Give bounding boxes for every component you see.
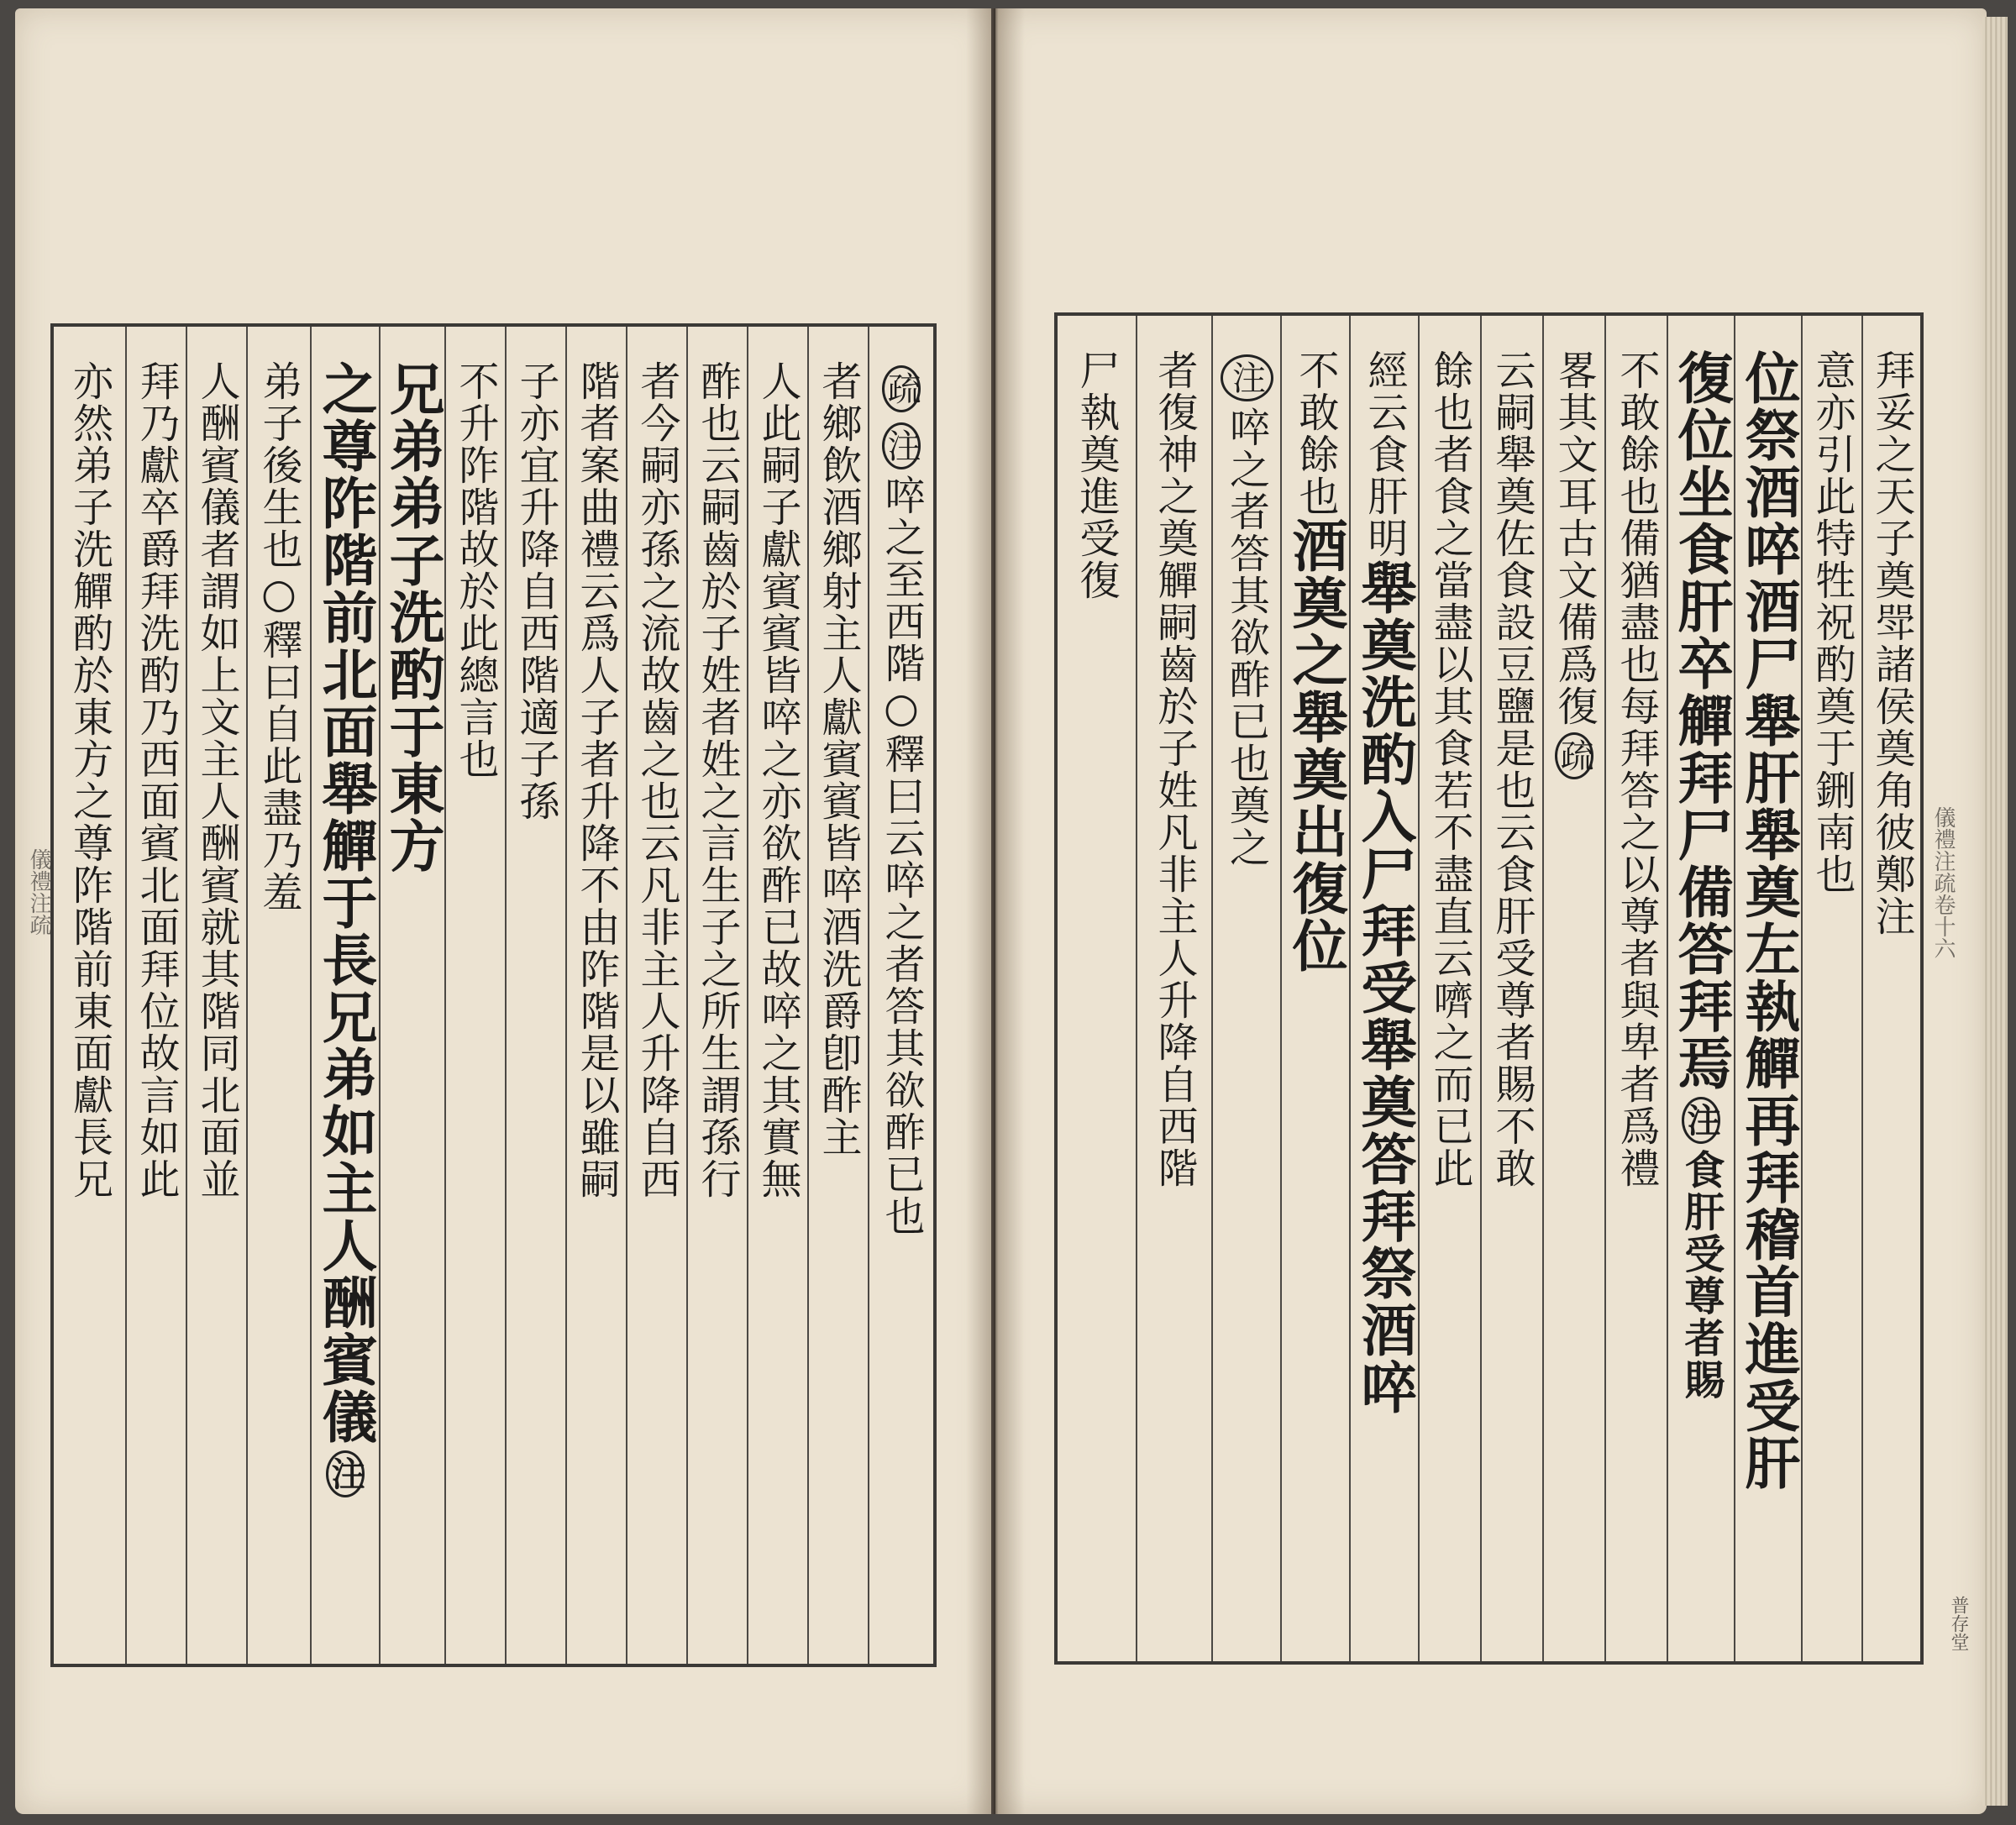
left-col-2 [807, 327, 868, 1664]
left-col-4-text: 酢也云嗣齒於子姓者姓之言生子之所生謂孫行 [694, 360, 741, 1200]
right-col-10 [1280, 316, 1349, 1661]
right-col-1-text: 拜妥之天子奠斝諸侯奠角彼鄭注 [1868, 349, 1915, 937]
left-col-8 [444, 327, 505, 1664]
left-col-14-text: 亦然弟子洗觶酌於東方之尊阼階前東面獻長兄 [66, 360, 113, 1200]
right-col-8 [1418, 316, 1480, 1661]
left-col-1-text: 啐之至西階○釋曰云啐之者答其欲酢已也 [878, 475, 925, 1237]
left-col-8-text: 不升阼階故於此總言也 [452, 360, 499, 780]
right-col-4-text: 復位坐食肝卒觶拜尸備答拜焉 [1668, 349, 1734, 1092]
right-col-9-text: 經云食肝明 [1361, 349, 1408, 559]
left-col-7-text: 子亦宜升降自西階適子孫 [512, 360, 559, 822]
left-col-10-text: 之尊阼階前北面舉觶于長兄弟如主人酬賓儀 [312, 360, 378, 1445]
left-col-13 [125, 327, 186, 1664]
left-col-11 [246, 327, 310, 1664]
left-col-4 [686, 327, 747, 1664]
left-col-10 [310, 327, 379, 1664]
right-col-6 [1542, 316, 1604, 1661]
left-col-6-text: 階者案曲禮云爲人子者升降不由阼階是以雖嗣 [573, 360, 620, 1200]
right-col-4 [1667, 316, 1734, 1661]
left-col-9 [379, 327, 444, 1664]
left-col-12 [186, 327, 246, 1664]
left-col-6 [565, 327, 626, 1664]
right-col-3 [1734, 316, 1801, 1661]
left-col-1 [868, 327, 933, 1664]
edge-stamp: 普存堂 [1948, 1596, 1969, 1651]
left-col-11-text: 弟子後生也○釋曰自此盡乃羞 [255, 360, 302, 913]
left-col-12-text: 人酬賓儀者謂如上文主人酬賓就其階同北面並 [193, 360, 240, 1200]
right-col-7-text: 云嗣舉奠佐食設豆鹽是也云食肝受尊者賜不敢 [1488, 349, 1536, 1189]
note-mark: 注 [1221, 354, 1273, 401]
right-col-13 [1057, 316, 1136, 1661]
right-col-5-text: 不敢餘也備猶盡也每拜答之以尊者與卑者爲禮 [1613, 349, 1660, 1189]
page-edges [1982, 17, 2008, 1806]
left-col-7 [505, 327, 565, 1664]
right-col-2 [1801, 316, 1861, 1661]
right-col-12 [1136, 316, 1211, 1661]
note-mark: 注 [326, 1450, 365, 1497]
right-col-4-note: 食肝受尊者賜 [1677, 1149, 1725, 1401]
right-col-6-text: 畧其文耳古文備爲復 [1551, 349, 1598, 727]
left-col-2-text: 者鄉飲酒鄉射主人獻賓賓皆啐酒洗爵卽酢主 [815, 360, 862, 1158]
right-col-2-text: 意亦引此特牲祝酌奠于鉶南也 [1809, 349, 1856, 895]
right-text-frame [1054, 312, 1924, 1665]
right-col-8-text: 餘也者食之當盡以其食若不盡直云嚌之而已此 [1426, 349, 1473, 1189]
right-col-7 [1480, 316, 1542, 1661]
book-gutter [966, 8, 1025, 1814]
right-col-9-main: 舉奠洗酌入尸拜受舉奠答拜祭酒啐 [1352, 559, 1417, 1416]
left-col-3-text: 人此嗣子獻賓賓皆啐之亦欲酢已故啐之其實無 [754, 360, 801, 1200]
commentary-mark: 疏 [1555, 732, 1593, 779]
note-mark: 注 [882, 422, 921, 469]
right-col-3-text: 位祭酒啐酒尸舉肝舉奠左執觶再拜稽首進受肝 [1735, 349, 1801, 1492]
right-col-1 [1861, 316, 1920, 1661]
left-margin-title: 儀禮注疏 [26, 848, 51, 936]
note-mark: 注 [1682, 1097, 1720, 1144]
right-col-11 [1211, 316, 1280, 1661]
right-margin-title: 儀禮注疏卷十六 [1930, 806, 1956, 959]
right-col-13-text: 尸執奠進受復 [1073, 349, 1120, 601]
left-col-5 [626, 327, 686, 1664]
right-col-12-text: 者復神之奠觶嗣齒於子姓凡非主人升降自西階 [1151, 349, 1198, 1189]
right-col-11-text: 啐之者答其欲酢已也奠之 [1222, 406, 1270, 868]
right-col-10-text: 不敢餘也 [1292, 349, 1339, 517]
commentary-mark: 疏 [882, 365, 921, 412]
right-col-9 [1349, 316, 1418, 1661]
left-col-9-text: 兄弟弟子洗酌于東方 [380, 360, 445, 874]
right-col-5 [1604, 316, 1667, 1661]
left-text-frame [50, 323, 937, 1667]
right-col-10-main: 酒奠之舉奠出復位 [1283, 517, 1348, 974]
left-col-13-text: 拜乃獻卒爵拜洗酌乃西面賓北面拜位故言如此 [133, 360, 180, 1200]
left-col-5-text: 者今嗣亦孫之流故齒之也云凡非主人升降自西 [633, 360, 680, 1200]
left-col-3 [747, 327, 807, 1664]
left-col-14 [54, 327, 125, 1664]
